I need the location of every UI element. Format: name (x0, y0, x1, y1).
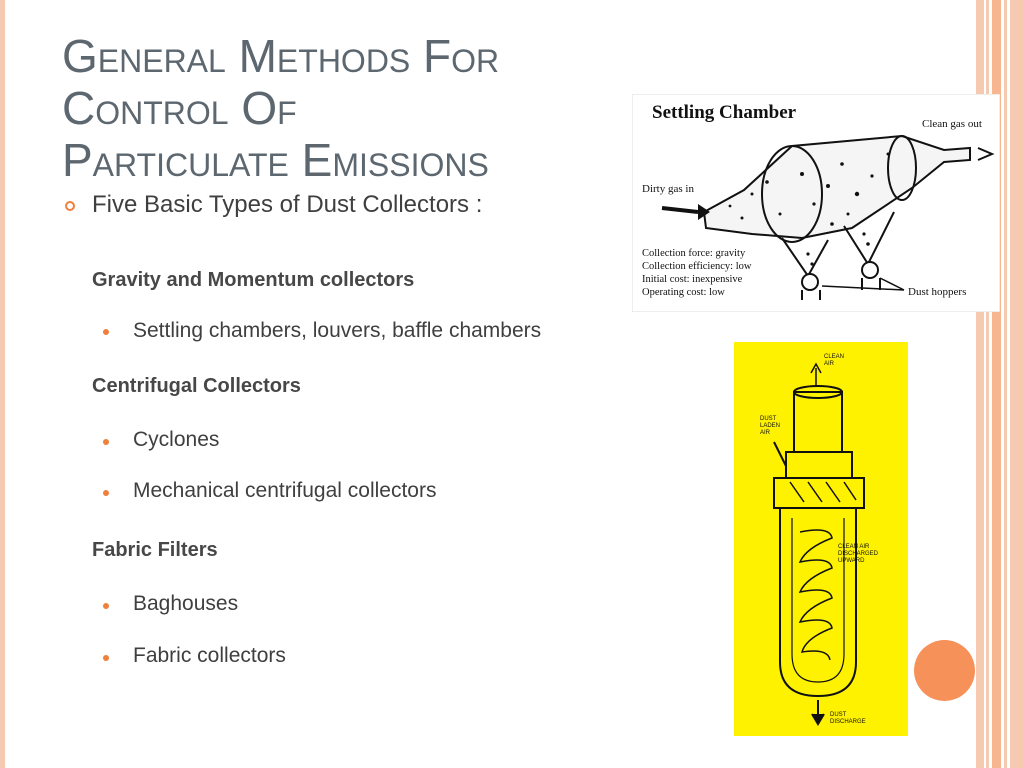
list-item: Baghouses (133, 592, 239, 615)
group-heading-centrifugal: Centrifugal Collectors (92, 375, 301, 397)
intro-text: Five Basic Types of Dust Collectors : (92, 191, 483, 218)
diagram-note: Initial cost: inexpensive (642, 274, 743, 285)
clean-air-label: CLEAN AIR (824, 354, 845, 367)
group-heading-gravity: Gravity and Momentum collectors (92, 269, 415, 291)
ring-bullet-icon (65, 201, 75, 211)
title-line-1: General Methods For Control Of (62, 30, 500, 134)
slide-title (62, 30, 622, 186)
clean-gas-out-label: Clean gas out (922, 118, 982, 130)
settling-chamber-diagram (632, 94, 1000, 312)
list-item: Cyclones (133, 428, 220, 451)
dot-bullet-icon (103, 603, 109, 609)
dirty-gas-in-label: Dirty gas in (642, 183, 694, 195)
list-item: Settling chambers, louvers, baffle chambers (133, 319, 542, 342)
dust-hoppers-label: Dust hoppers (908, 286, 967, 298)
diagram-note: Collection force: gravity (642, 248, 746, 259)
diagram-title: Settling Chamber (652, 102, 797, 123)
diagram-note: Operating cost: low (642, 287, 725, 298)
cyclone-diagram (734, 342, 908, 736)
dot-bullet-icon (103, 490, 109, 496)
diagram-note: Collection efficiency: low (642, 261, 752, 272)
list-item: Fabric collectors (133, 644, 286, 667)
group-heading-fabric: Fabric Filters (92, 539, 218, 561)
decorative-orange-circle (914, 640, 975, 701)
title-line-2: Particulate Emissions (62, 134, 489, 186)
list-item: Mechanical centrifugal collectors (133, 479, 437, 502)
dust-discharge-label: DUST DISCHARGE (830, 712, 866, 725)
clean-air-discharged-label: CLEAN AIR DISCHARGED UPWARD (838, 544, 879, 564)
dust-laden-air-label: DUST LADEN AIR (760, 416, 781, 436)
dot-bullet-icon (103, 329, 109, 335)
dot-bullet-icon (103, 439, 109, 445)
left-edge-stripe (0, 0, 5, 768)
dot-bullet-icon (103, 655, 109, 661)
